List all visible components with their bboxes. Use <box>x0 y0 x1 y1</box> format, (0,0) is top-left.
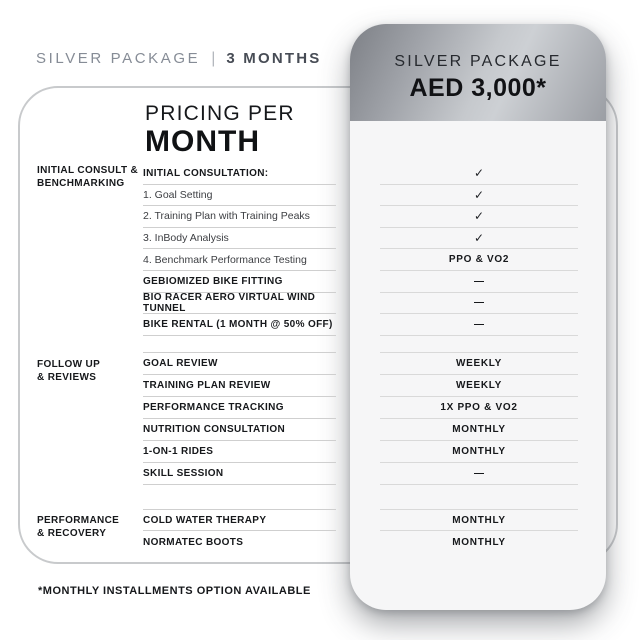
feature-label: COLD WATER THERAPY <box>143 510 336 532</box>
feature-row <box>143 510 578 532</box>
dash-icon: — <box>380 293 578 315</box>
category-label-line: & RECOVERY <box>37 527 107 539</box>
dash-icon: — <box>380 463 578 485</box>
dash-icon: — <box>380 314 578 336</box>
feature-row <box>143 419 578 441</box>
spacer-row <box>143 336 578 353</box>
column-gap <box>336 419 380 441</box>
column-gap <box>336 397 380 419</box>
column-gap <box>336 228 380 250</box>
feature-label: INITIAL CONSULTATION: <box>143 163 336 185</box>
spacer-label-cell <box>143 485 336 510</box>
feature-row <box>143 271 578 293</box>
category-label <box>37 515 141 540</box>
feature-label: 2. Training Plan with Training Peaks <box>143 206 336 228</box>
feature-row <box>143 353 578 375</box>
feature-label: NORMATEC BOOTS <box>143 536 244 548</box>
spacer-row <box>143 485 578 510</box>
page-title <box>36 50 322 68</box>
feature-row <box>143 163 578 185</box>
column-gap <box>336 510 380 532</box>
feature-row <box>143 249 578 271</box>
column-gap <box>336 375 380 397</box>
feature-row <box>143 314 578 336</box>
spacer-value-cell <box>380 336 578 353</box>
spacer-value-cell <box>380 485 578 510</box>
feature-value: 1X PPO & VO2 <box>380 397 578 419</box>
footnote: *MONTHLY INSTALLMENTS OPTION AVAILABLE <box>38 585 311 597</box>
feature-value: PPO & VO2 <box>380 249 578 271</box>
feature-label: BIKE RENTAL (1 MONTH @ 50% OFF) <box>143 314 336 336</box>
check-icon: ✓ <box>380 163 578 185</box>
feature-row <box>143 206 578 228</box>
panel-heading-line2: MONTH <box>145 125 260 158</box>
feature-label: SKILL SESSION <box>143 463 336 485</box>
category-label-line: BENCHMARKING <box>37 177 125 189</box>
column-gap <box>336 485 380 510</box>
feature-value: WEEKLY <box>380 375 578 397</box>
feature-value: MONTHLY <box>380 510 578 532</box>
category-label <box>37 165 141 190</box>
feature-row <box>143 293 578 315</box>
feature-row <box>143 463 578 485</box>
feature-row <box>143 185 578 207</box>
feature-value: MONTHLY <box>380 441 578 463</box>
column-gap <box>336 249 380 271</box>
feature-row <box>143 531 578 553</box>
price-card-price: AED 3,000* <box>409 73 547 102</box>
feature-value: WEEKLY <box>380 353 578 375</box>
column-gap <box>336 185 380 207</box>
feature-value: MONTHLY <box>452 536 506 548</box>
feature-value: MONTHLY <box>380 419 578 441</box>
column-gap <box>336 163 380 185</box>
feature-label: 4. Benchmark Performance Testing <box>143 249 336 271</box>
feature-label: 3. InBody Analysis <box>143 228 336 250</box>
feature-row <box>143 397 578 419</box>
feature-row <box>143 441 578 463</box>
column-gap <box>336 271 380 293</box>
feature-label: GEBIOMIZED BIKE FITTING <box>143 271 336 293</box>
category-label <box>37 359 141 384</box>
package-name-label: SILVER PACKAGE <box>36 50 201 67</box>
category-label-line: FOLLOW UP <box>37 359 101 370</box>
column-gap <box>336 441 380 463</box>
feature-label: NUTRITION CONSULTATION <box>143 419 336 441</box>
category-label-line: PERFORMANCE <box>37 515 120 526</box>
price-card-header <box>350 24 606 121</box>
feature-label: BIO RACER AERO VIRTUAL WIND TUNNEL <box>143 293 336 315</box>
column-gap <box>336 463 380 485</box>
feature-label: 1. Goal Setting <box>143 185 336 207</box>
feature-row <box>143 228 578 250</box>
feature-label: TRAINING PLAN REVIEW <box>143 375 336 397</box>
feature-label: 1-ON-1 RIDES <box>143 441 336 463</box>
price-card-title: SILVER PACKAGE <box>394 52 562 70</box>
category-label-line: & REVIEWS <box>37 371 97 383</box>
panel-heading-line1: PRICING PER <box>145 102 295 125</box>
column-gap <box>336 336 380 353</box>
check-icon: ✓ <box>380 206 578 228</box>
spacer-label-cell <box>143 336 336 353</box>
feature-label: GOAL REVIEW <box>143 353 336 375</box>
dash-icon: — <box>380 271 578 293</box>
title-divider: | <box>211 50 216 67</box>
column-gap <box>336 314 380 336</box>
feature-row <box>143 375 578 397</box>
feature-table <box>143 163 578 553</box>
column-gap <box>336 531 380 553</box>
column-gap <box>336 353 380 375</box>
panel-heading <box>145 102 295 159</box>
package-term-label: 3 MONTHS <box>226 50 322 67</box>
check-icon: ✓ <box>380 228 578 250</box>
column-gap <box>336 206 380 228</box>
category-label-line: INITIAL CONSULT & <box>37 165 139 176</box>
column-gap <box>336 293 380 315</box>
check-icon: ✓ <box>380 185 578 207</box>
feature-label: PERFORMANCE TRACKING <box>143 397 336 419</box>
